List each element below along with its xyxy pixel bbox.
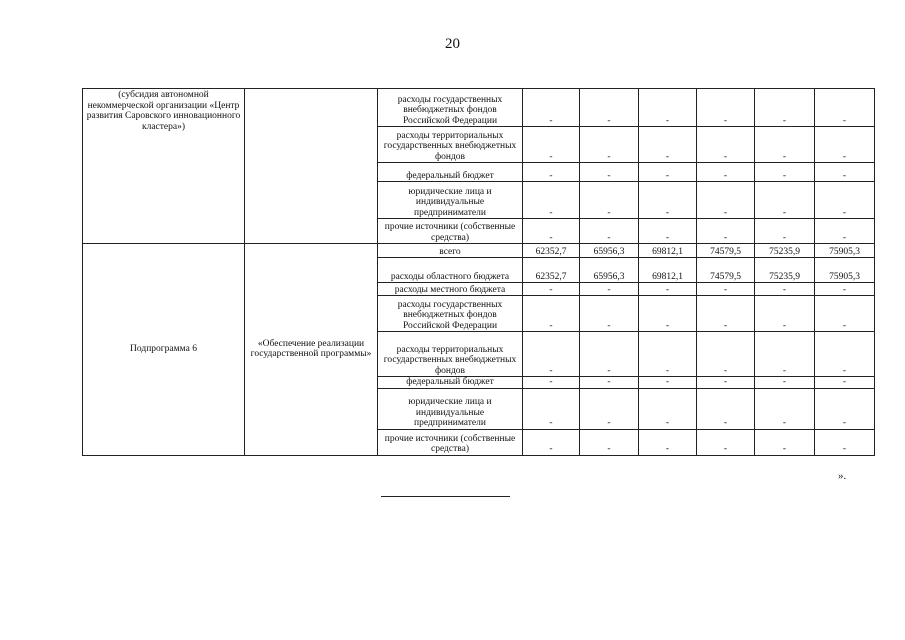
value-cell: - [755,283,815,296]
value-cell: - [523,219,580,244]
value-cell: - [580,163,639,182]
table-body [83,89,875,456]
value-cell: - [697,127,755,163]
value-cell: - [639,163,697,182]
value-cell: - [815,388,875,429]
value-cell: - [815,89,875,127]
value-cell: - [580,219,639,244]
value-cell: - [639,283,697,296]
value-cell: 74579,5 [697,258,755,283]
value-cell: 69812,1 [639,258,697,283]
page-number: 20 [445,36,460,52]
value-cell: - [639,219,697,244]
value-cell: - [523,332,580,377]
value-cell: - [697,332,755,377]
funding-source-cell: юридические лица и индивидуальные предприниматели [378,182,523,219]
value-cell: 75235,9 [755,244,815,258]
value-cell: - [639,296,697,332]
budget-table [82,88,875,456]
value-cell: - [580,182,639,219]
funding-source-cell: расходы государственных внебюджетных фондов Российской Федерации [378,89,523,127]
value-cell: - [815,296,875,332]
value-cell: - [815,283,875,296]
value-cell: - [639,377,697,389]
value-cell: - [523,127,580,163]
value-cell: - [697,377,755,389]
funding-source-cell: юридические лица и индивидуальные предприниматели [378,388,523,429]
value-cell: - [639,89,697,127]
program-name-cell: Подпрограмма 6 [83,244,245,456]
value-cell: - [815,429,875,455]
value-cell: - [755,332,815,377]
closing-quote: ». [838,470,847,482]
value-cell: - [580,429,639,455]
value-cell: 62352,7 [523,244,580,258]
funding-source-cell: прочие источники (собственные средства) [378,219,523,244]
value-cell: - [697,163,755,182]
value-cell: - [815,127,875,163]
value-cell: 65956,3 [580,244,639,258]
value-cell: 65956,3 [580,258,639,283]
value-cell: - [697,219,755,244]
value-cell: - [755,163,815,182]
value-cell: - [523,182,580,219]
value-cell: 69812,1 [639,244,697,258]
value-cell: - [639,429,697,455]
footer-rule [381,496,510,497]
value-cell: - [580,388,639,429]
value-cell: - [523,89,580,127]
value-cell: - [755,296,815,332]
value-cell: - [639,182,697,219]
value-cell: - [580,377,639,389]
value-cell: - [639,332,697,377]
value-cell: - [755,388,815,429]
value-cell: - [697,296,755,332]
value-cell: - [755,377,815,389]
funding-source-cell: федеральный бюджет [378,163,523,182]
value-cell: - [697,182,755,219]
table-row [83,244,875,258]
value-cell: - [523,283,580,296]
value-cell: - [580,332,639,377]
value-cell: - [697,89,755,127]
value-cell: - [580,283,639,296]
value-cell: - [755,127,815,163]
value-cell: 62352,7 [523,258,580,283]
value-cell: - [755,182,815,219]
value-cell: - [755,429,815,455]
value-cell: - [523,163,580,182]
value-cell: - [639,388,697,429]
funding-source-cell: расходы областного бюджета [378,258,523,283]
table-row [83,89,875,127]
value-cell: - [815,332,875,377]
value-cell: - [580,89,639,127]
value-cell: - [523,296,580,332]
funding-source-cell: прочие источники (собственные средства) [378,429,523,455]
value-cell: 75905,3 [815,244,875,258]
funding-source-cell: расходы государственных внебюджетных фондов Российской Федерации [378,296,523,332]
funding-source-cell: всего [378,244,523,258]
value-cell: - [697,429,755,455]
value-cell: - [580,127,639,163]
value-cell: - [523,388,580,429]
value-cell: - [815,377,875,389]
funding-source-cell: расходы территориальных государственных внебюджетных фондов [378,332,523,377]
value-cell: 75905,3 [815,258,875,283]
funding-source-cell: расходы местного бюджета [378,283,523,296]
program-name-cell: (субсидия автономной некоммерческой организации «Центр развития Саровского инновационного кластера») [83,89,245,244]
value-cell: - [523,377,580,389]
value-cell: - [580,296,639,332]
value-cell: 75235,9 [755,258,815,283]
value-cell: - [755,89,815,127]
value-cell: - [697,283,755,296]
program-title-cell [245,89,378,244]
program-title-cell: «Обеспечение реализации государственной программы» [245,244,378,456]
value-cell: 74579,5 [697,244,755,258]
funding-source-cell: федеральный бюджет [378,377,523,389]
value-cell: - [815,163,875,182]
value-cell: - [815,219,875,244]
value-cell: - [697,388,755,429]
value-cell: - [815,182,875,219]
value-cell: - [755,219,815,244]
value-cell: - [523,429,580,455]
value-cell: - [639,127,697,163]
funding-source-cell: расходы территориальных государственных внебюджетных фондов [378,127,523,163]
